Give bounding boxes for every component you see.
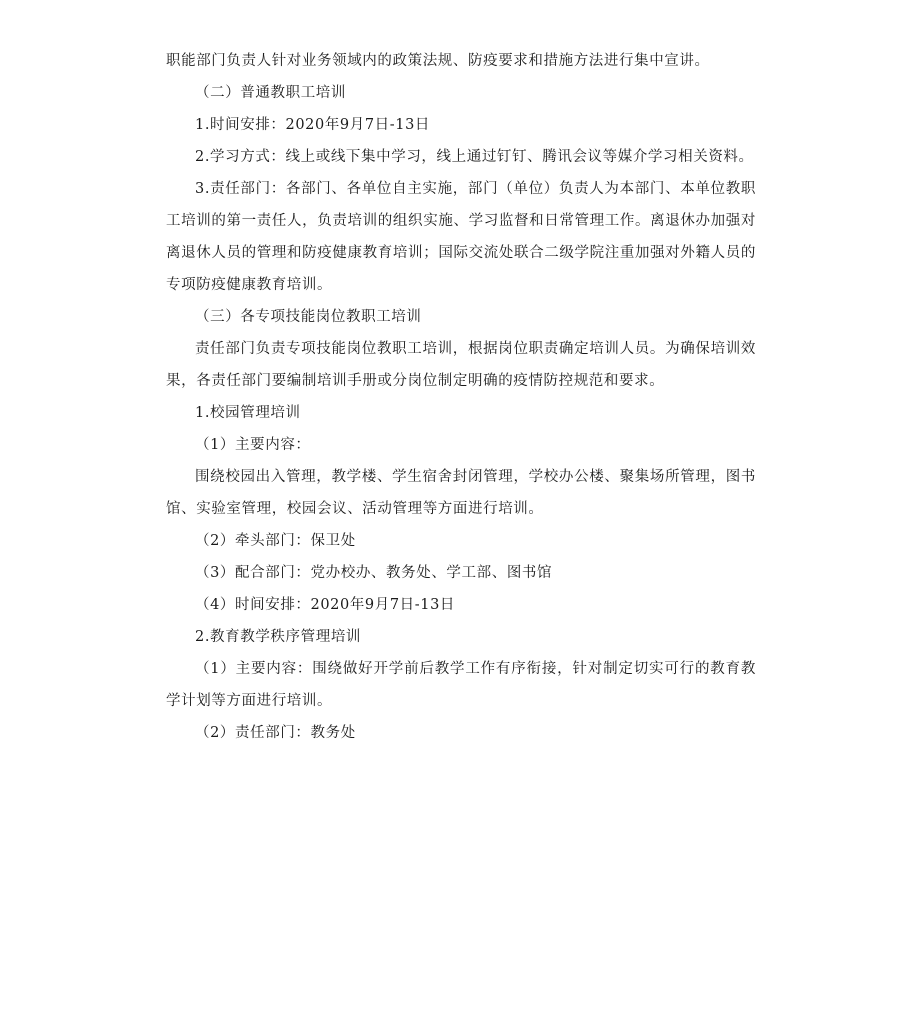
section-heading: （三）各专项技能岗位教职工培训 bbox=[195, 309, 422, 325]
paragraph: （2）责任部门：教务处 bbox=[195, 725, 356, 741]
paragraph: （4）时间安排：2020年9月7日-13日 bbox=[195, 597, 456, 613]
subsection-heading: 1.校园管理培训 bbox=[195, 405, 301, 421]
section-heading: （二）普通教职工培训 bbox=[195, 85, 346, 101]
paragraph: （1）主要内容：围绕做好开学前后教学工作有序衔接，针对制定切实可行的教育教学计划等方面进行培训。 bbox=[166, 661, 756, 709]
paragraph: （2）牵头部门：保卫处 bbox=[195, 533, 356, 549]
paragraph: 2.学习方式：线上或线下集中学习，线上通过钉钉、腾讯会议等媒介学习相关资料。 bbox=[195, 149, 754, 165]
paragraph: 围绕校园出入管理，教学楼、学生宿舍封闭管理，学校办公楼、聚集场所管理，图书馆、实验室管理，校园会议、活动管理等方面进行培训。 bbox=[166, 469, 756, 517]
subsection-heading: 2.教育教学秩序管理培训 bbox=[195, 629, 362, 645]
paragraph: 3.责任部门：各部门、各单位自主实施，部门（单位）负责人为本部门、本单位教职工培训的第一责任人，负责培训的组织实施、学习监督和日常管理工作。离退休办加强对离退休人员的管理和防疫健康教育培训；国际交流处联合二级学院注重加强对外籍人员的专项防疫健康教育培训。 bbox=[166, 181, 756, 293]
paragraph: 责任部门负责专项技能岗位教职工培训，根据岗位职责确定培训人员。为确保培训效果，各责任部门要编制培训手册或分岗位制定明确的疫情防控规范和要求。 bbox=[166, 341, 756, 389]
paragraph: 1.时间安排：2020年9月7日-13日 bbox=[195, 117, 431, 133]
paragraph: 职能部门负责人针对业务领域内的政策法规、防疫要求和措施方法进行集中宣讲。 bbox=[166, 53, 710, 69]
paragraph: （3）配合部门：党办校办、教务处、学工部、图书馆 bbox=[195, 565, 553, 581]
paragraph: （1）主要内容： bbox=[195, 437, 311, 453]
document-body bbox=[166, 45, 756, 749]
